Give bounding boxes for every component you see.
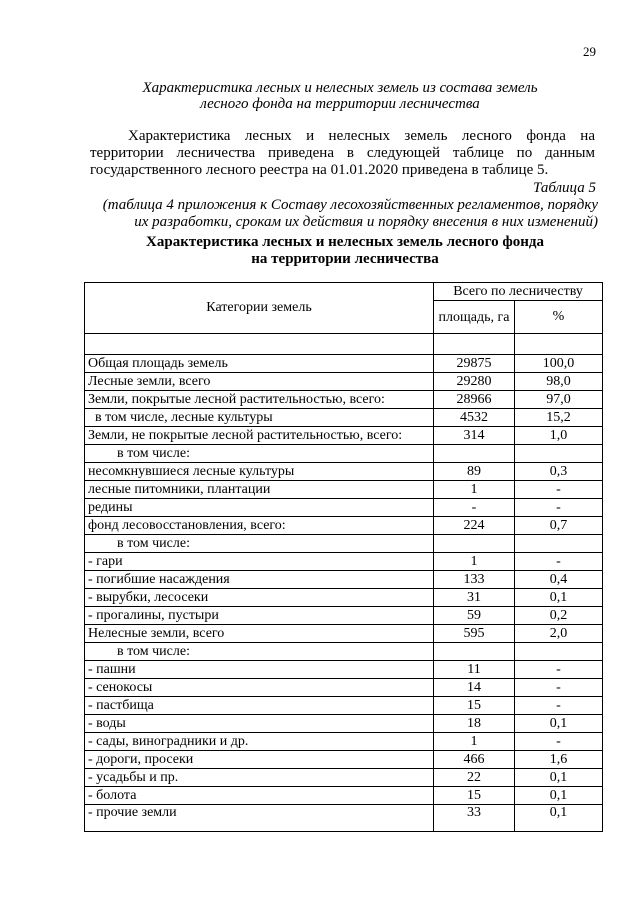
intro-line-1: Характеристика лесных и нелесных земель лесного фонда на [128,128,595,144]
row-label: - пашни [85,661,434,679]
row-percent: 0,3 [515,463,603,481]
row-area: 133 [434,571,515,589]
table-row [85,715,603,733]
table-row [85,517,603,535]
table-row [85,391,603,409]
page-number: 29 [583,44,596,59]
row-area [434,445,515,463]
row-percent: 0,1 [515,805,603,832]
table-row [85,589,603,607]
row-area: 89 [434,463,515,481]
row-area: 31 [434,589,515,607]
table-row [85,499,603,517]
table-row [85,481,603,499]
row-percent: - [515,733,603,751]
row-label: - прогалины, пустыри [85,607,434,625]
row-percent [515,445,603,463]
header-category: Категории земель [85,283,434,334]
table-row [85,355,603,373]
row-percent: - [515,679,603,697]
row-percent: 0,1 [515,589,603,607]
row-area: 595 [434,625,515,643]
row-area: 224 [434,517,515,535]
row-area: - [434,499,515,517]
row-area: 1 [434,553,515,571]
row-label: - погибшие насаждения [85,571,434,589]
row-percent: 0,7 [515,517,603,535]
table-row [85,697,603,715]
row-label: в том числе: [85,445,434,463]
row-label: лесные питомники, плантации [85,481,434,499]
row-area: 15 [434,697,515,715]
row-label: Земли, покрытые лесной растительностью, всего: [85,391,434,409]
row-percent: 2,0 [515,625,603,643]
intro-line-2: территории лесничества приведена в следующей таблице по данным [90,145,595,161]
row-label: в том числе: [85,535,434,553]
table-row [85,445,603,463]
table-note-line-1: (таблица 4 приложения к Составу лесохозяйственных регламентов, порядку [102,197,598,213]
row-label: несомкнувшиеся лесные культуры [85,463,434,481]
row-area: 59 [434,607,515,625]
header-total: Всего по лесничеству [434,283,603,301]
row-percent: - [515,553,603,571]
land-categories-table [84,282,603,832]
row-label: фонд лесовосстановления, всего: [85,517,434,535]
table-spacer-row [85,334,603,355]
table-row [85,733,603,751]
table-row [85,373,603,391]
row-area: 11 [434,661,515,679]
row-percent: - [515,661,603,679]
table-row [85,679,603,697]
section-title-line-1: Характеристика лесных и нелесных земель из состава земель [142,80,538,96]
row-area: 29280 [434,373,515,391]
row-label: в том числе, лесные культуры [85,409,434,427]
row-label: - усадьбы и пр. [85,769,434,787]
header-area: площадь, га [434,301,515,334]
row-area: 14 [434,679,515,697]
row-label: - прочие земли [85,805,434,832]
row-area: 18 [434,715,515,733]
row-area: 28966 [434,391,515,409]
row-label: - дороги, просеки [85,751,434,769]
row-label: - пастбища [85,697,434,715]
row-percent: 97,0 [515,391,603,409]
row-area: 22 [434,769,515,787]
row-label: редины [85,499,434,517]
row-label: Земли, не покрытые лесной растительностью, всего: [85,427,434,445]
row-area: 33 [434,805,515,832]
row-area [434,535,515,553]
table-row [85,751,603,769]
row-label: - гари [85,553,434,571]
row-percent: - [515,499,603,517]
row-percent [515,643,603,661]
row-percent: 15,2 [515,409,603,427]
row-label: Лесные земли, всего [85,373,434,391]
row-label: - сенокосы [85,679,434,697]
table-row [85,769,603,787]
row-area: 1 [434,481,515,499]
row-label: Общая площадь земель [85,355,434,373]
row-percent: 98,0 [515,373,603,391]
table-row [85,409,603,427]
row-percent: 0,1 [515,769,603,787]
row-area: 1 [434,733,515,751]
row-percent: 100,0 [515,355,603,373]
row-percent: 0,1 [515,715,603,733]
table-title-line-1: Характеристика лесных и нелесных земель лесного фонда [146,234,544,250]
row-label: Нелесные земли, всего [85,625,434,643]
row-label: - болота [85,787,434,805]
row-area: 466 [434,751,515,769]
table-row [85,625,603,643]
intro-line-3: государственного лесного реестра на 01.01.2020 приведена в таблице 5. [90,162,549,178]
row-area: 15 [434,787,515,805]
table-note-line-2: их разработки, срокам их действия и порядку внесения в них изменений) [134,214,598,230]
row-area: 314 [434,427,515,445]
spacer-cell [85,334,434,355]
row-percent: 0,1 [515,787,603,805]
row-label: - вырубки, лесосеки [85,589,434,607]
section-title-line-2: лесного фонда на территории лесничества [200,96,480,112]
table-row [85,427,603,445]
spacer-cell [515,334,603,355]
row-area [434,643,515,661]
table-row [85,787,603,805]
row-label: - воды [85,715,434,733]
table-row [85,661,603,679]
header-percent: % [515,301,603,334]
table-row [85,805,603,832]
row-area: 29875 [434,355,515,373]
table-row [85,463,603,481]
table-row [85,643,603,661]
table-number: Таблица 5 [533,180,596,196]
row-area: 4532 [434,409,515,427]
table-row [85,571,603,589]
row-percent: 1,0 [515,427,603,445]
row-percent: - [515,481,603,499]
spacer-cell [434,334,515,355]
row-label: - сады, виноградники и др. [85,733,434,751]
row-percent: 0,2 [515,607,603,625]
table-row [85,607,603,625]
table-title-line-2: на территории лесничества [251,251,439,267]
row-percent: 1,6 [515,751,603,769]
row-percent [515,535,603,553]
table-row [85,553,603,571]
table-row [85,535,603,553]
row-label: в том числе: [85,643,434,661]
row-percent: 0,4 [515,571,603,589]
row-percent: - [515,697,603,715]
